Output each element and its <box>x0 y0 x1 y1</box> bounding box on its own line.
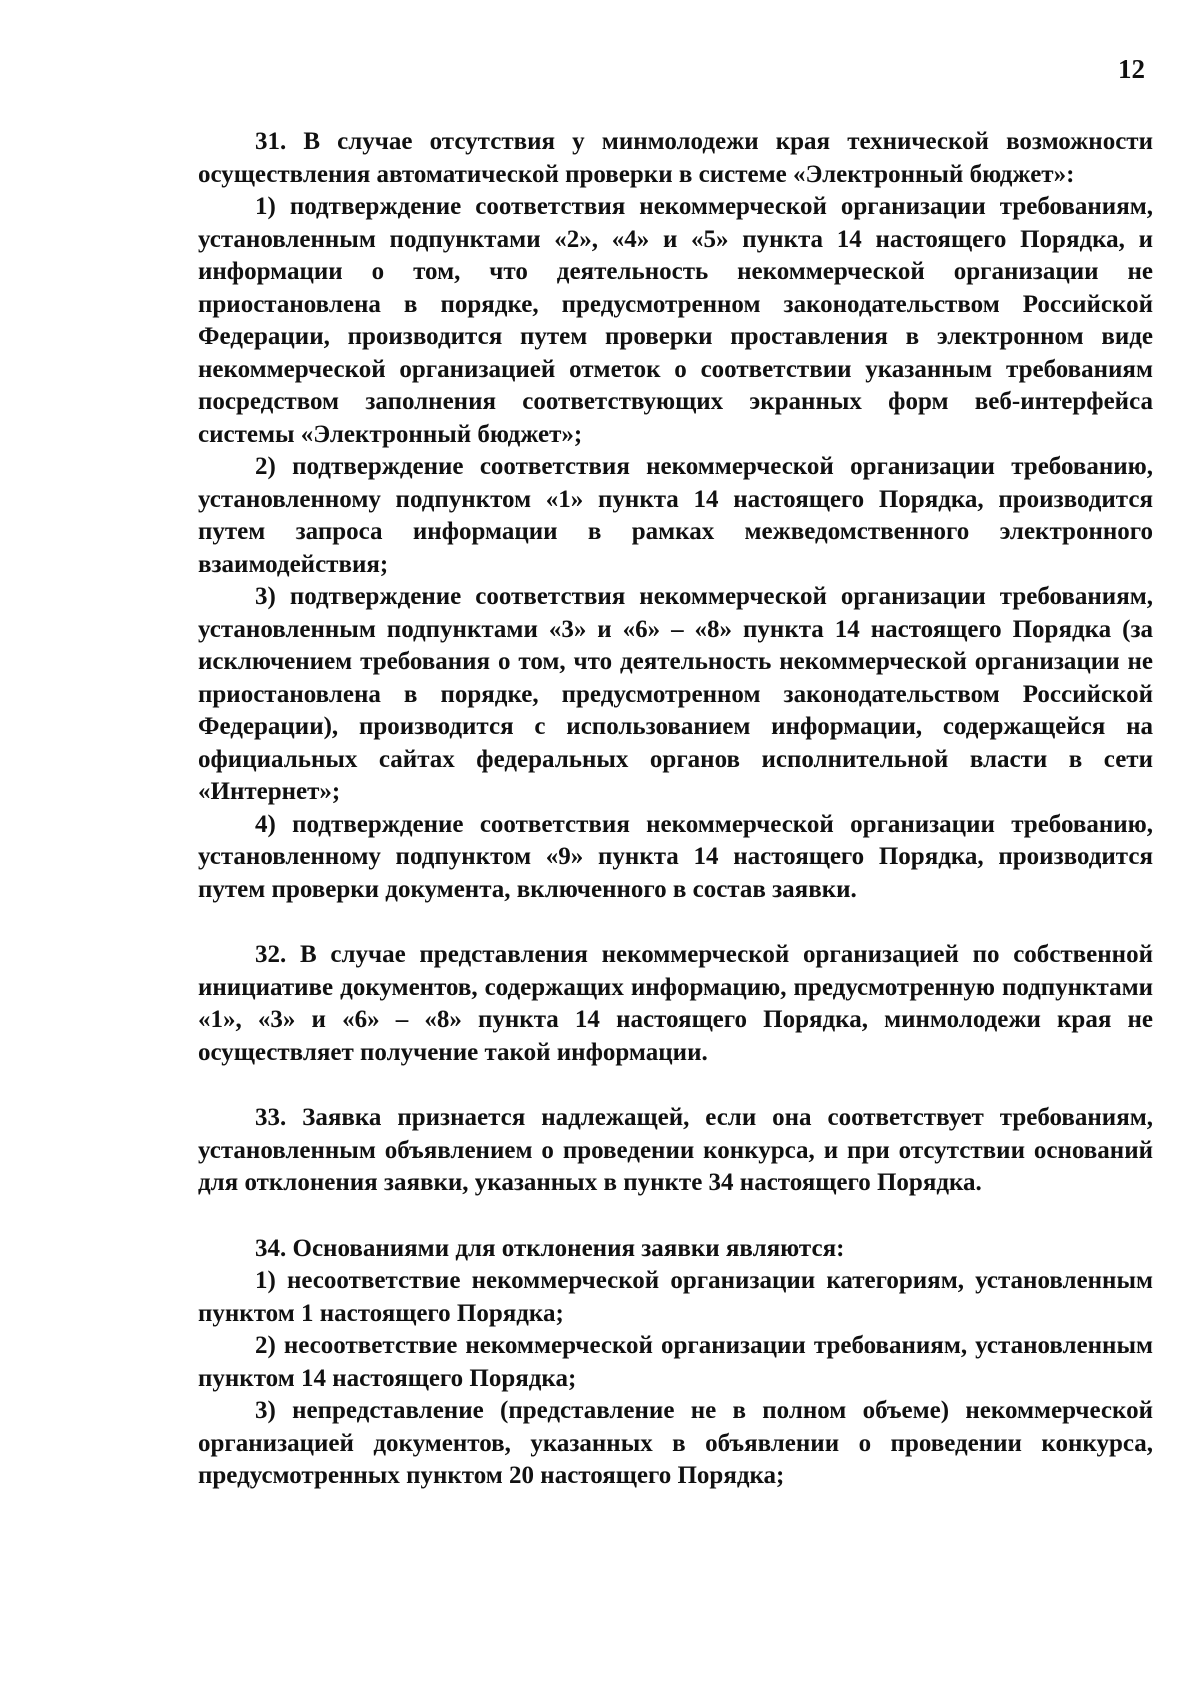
paragraph-31-item-2: 2) подтверждение соответствия некоммерческой организации требованию, установленному подпунктом «1» пункта 14 настоящего Порядка, производится путем запроса информации в рамках межведомственного электронного взаимодействия; <box>198 453 1153 578</box>
page-number: 12 <box>1118 54 1145 84</box>
paragraph-34-item-3: 3) непредставление (представление не в полном объеме) некоммерческой организацией документов, указанных в объявлении о проведении конкурса, предусмотренных пунктом 20 настоящего Порядка; <box>198 1397 1153 1489</box>
paragraph-34-heading: 34. Основаниями для отклонения заявки являются: <box>255 1234 845 1262</box>
paragraph-31-item-4: 4) подтверждение соответствия некоммерческой организации требованию, установленному подпунктом «9» пункта 14 настоящего Порядка, производится путем проверки документа, включенного в состав заявки. <box>198 810 1153 903</box>
paragraph-33: 33. Заявка признается надлежащей, если она соответствует требованиям, установленным объявлением о проведении конкурса, и при отсутствии оснований для отклонения заявки, указанных в пункте 34 настоящего Порядка. <box>198 1104 1153 1196</box>
paragraph-32: 32. В случае представления некоммерческой организацией по собственной инициативе документов, содержащих информацию, предусмотренную подпунктами «1», «3» и «6» – «8» пункта 14 настоящего Порядка, минмолодежи края не осуществляет получение такой информации. <box>198 941 1153 1066</box>
paragraph-31-item-3: 3) подтверждение соответствия некоммерческой организации требованиям, установленным подпунктами «3» и «6» – «8» пункта 14 настоящего Порядка (за исключением требования о том, что деятельность некоммерческой организации не приостановлена в порядке, предусмотренном законодательством Российской Федерации), производится с использованием информации, содержащейся на официальных сайтах федеральных органов исполнительной власти в сети «Интернет»; <box>198 583 1153 805</box>
paragraph-34-item-2: 2) несоответствие некоммерческой организации требованиям, установленным пунктом 14 настоящего Порядка; <box>198 1332 1153 1392</box>
paragraph-34-item-1: 1) несоответствие некоммерческой организации категориям, установленным пунктом 1 настоящего Порядка; <box>198 1267 1153 1327</box>
paragraph-31-item-1: 1) подтверждение соответствия некоммерческой организации требованиям, установленным подпунктами «2», «4» и «5» пункта 14 настоящего Порядка, и информации о том, что деятельность некоммерческой организации не приостановлена в порядке, предусмотренном законодательством Российской Федерации, производится путем проверки проставления в электронном виде некоммерческой организацией отметок о соответствии указанным требованиям посредством заполнения соответствующих экранных форм веб-интерфейса системы «Электронный бюджет»; <box>198 193 1153 448</box>
document-body <box>198 126 1153 1493</box>
paragraph-31-heading: 31. В случае отсутствия у минмолодежи края технической возможности осуществления автоматической проверки в системе «Электронный бюджет»: <box>198 128 1153 188</box>
